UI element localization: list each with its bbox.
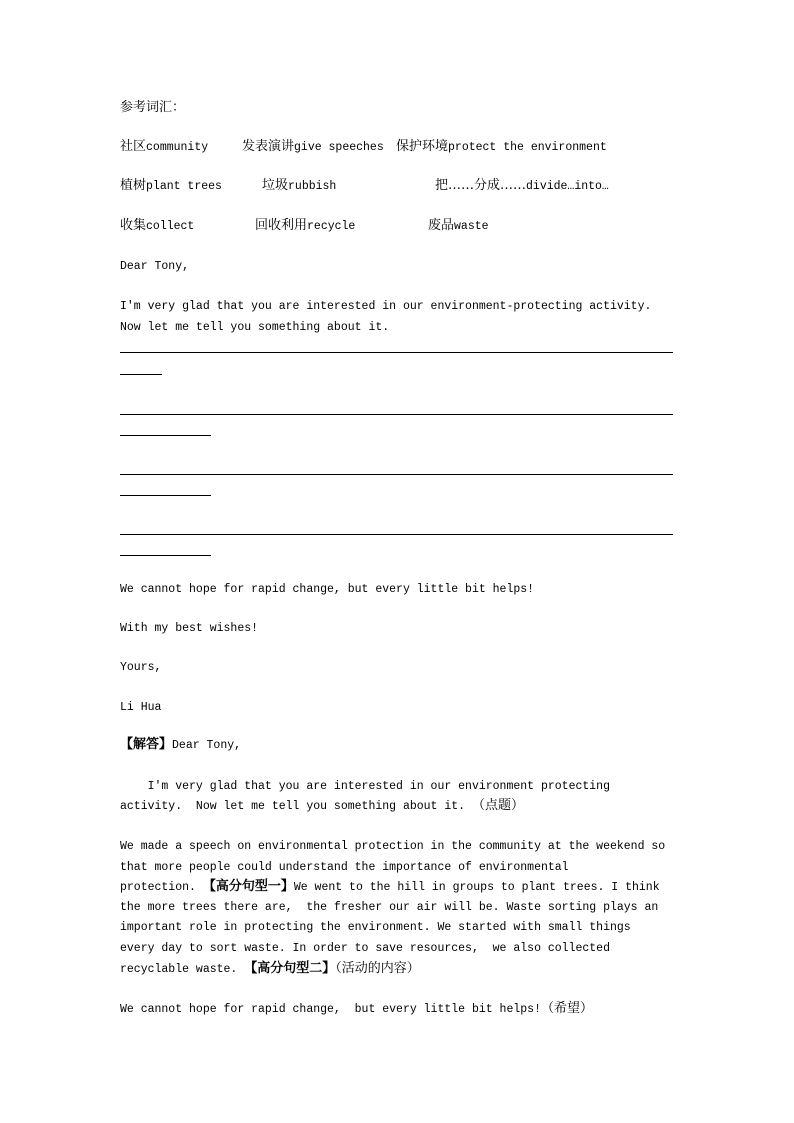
answer-line: protection. 【高分句型一】We went to the hill in groups to plant trees. I think [120, 879, 660, 894]
letter-greeting: Dear Tony, [120, 260, 190, 273]
tag-high-score-2: 【高分句型二】 [244, 961, 336, 976]
vocab-item: 废品waste [428, 218, 489, 233]
answer-line: important role in protecting the environment. We started with small things [120, 921, 631, 934]
writing-line[interactable] [120, 435, 211, 436]
answer-line: I'm very glad that you are interested in our environment protecting [120, 780, 610, 793]
vocab-item: 回收利用recycle [255, 218, 356, 233]
tag-high-score-1: 【高分句型一】 [202, 879, 294, 894]
answer-line: recyclable waste. 【高分句型二】（活动的内容） [120, 961, 420, 976]
writing-line[interactable] [120, 352, 673, 353]
answer-line: We cannot hope for rapid change, but every little bit helps!（希望） [120, 1001, 593, 1016]
answer-label: 【解答】 [120, 737, 173, 752]
vocab-title: 参考词汇： [120, 100, 186, 115]
vocab-item: 把……分成……divide…into… [435, 178, 609, 193]
answer-line: We made a speech on environmental protection in the community at the weekend so [120, 840, 666, 853]
letter-wishes: With my best wishes! [120, 622, 259, 635]
answer-line: the more trees there are, the fresher our air will be. Waste sorting plays an [120, 901, 659, 914]
vocab-item: 收集collect [120, 218, 195, 233]
vocab-item: 植树plant trees [120, 178, 222, 193]
writing-line[interactable] [120, 534, 673, 535]
vocab-item: 垃圾rubbish [262, 178, 337, 193]
letter-signature: Li Hua [120, 701, 162, 714]
letter-opening-line: Now let me tell you something about it. [120, 321, 390, 334]
answer-heading: 【解答】Dear Tony, [120, 737, 242, 752]
writing-line[interactable] [120, 495, 211, 496]
writing-line[interactable] [120, 414, 673, 415]
answer-line: activity. Now let me tell you something about it. （点题） [120, 798, 524, 813]
vocab-item: 保护环境protect the environment [396, 139, 607, 154]
vocab-item: 社区community [120, 139, 209, 154]
letter-closing: We cannot hope for rapid change, but every little bit helps! [120, 583, 535, 596]
writing-line[interactable] [120, 474, 673, 475]
letter-signoff: Yours, [120, 661, 162, 674]
answer-line: every day to sort waste. In order to save resources, we also collected [120, 942, 610, 955]
vocab-item: 发表演讲give speeches [242, 139, 384, 154]
answer-line: that more people could understand the importance of environmental [120, 861, 569, 874]
writing-line[interactable] [120, 555, 211, 556]
letter-opening-line: I'm very glad that you are interested in our environment-protecting activity. [120, 300, 652, 313]
writing-line[interactable] [120, 374, 162, 375]
